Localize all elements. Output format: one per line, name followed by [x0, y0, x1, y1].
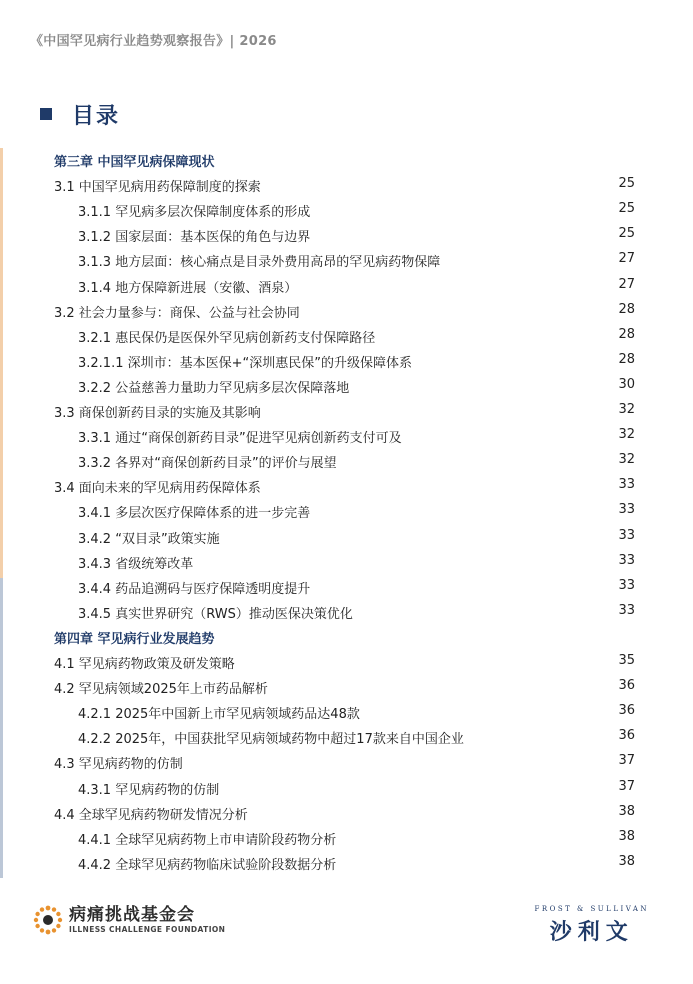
- toc-page-number: 33: [618, 502, 635, 518]
- toc-page-number: 33: [618, 552, 635, 568]
- toc-entry[interactable]: [0, 248, 693, 273]
- toc-entry[interactable]: [0, 575, 693, 600]
- toc-page-number: 30: [618, 376, 635, 392]
- toc-page-number: 25: [618, 201, 635, 217]
- toc-entry[interactable]: [0, 499, 693, 524]
- toc-page-number: 25: [618, 176, 635, 192]
- toc-entry-label: 4.4 全球罕见病药物研发情况分析: [54, 807, 248, 823]
- toc-entry[interactable]: [0, 725, 693, 750]
- foundation-name-cn: 病痛挑战基金会: [69, 904, 195, 925]
- toc-entry[interactable]: [0, 851, 693, 876]
- toc-page-number: 32: [618, 402, 635, 417]
- toc-entry[interactable]: [0, 374, 693, 399]
- toc-entry[interactable]: [0, 675, 693, 700]
- toc-entry-label: 4.2.1 2025年中国新上市罕见病领域药品达48款: [78, 707, 360, 723]
- toc-entry-label: 第四章 罕见病行业发展趋势: [54, 631, 215, 647]
- toc-page-number: 32: [618, 427, 635, 443]
- toc-page-number: 28: [618, 351, 635, 367]
- toc-page-number: 27: [618, 276, 635, 292]
- toc-entry-label: 3.2.2 公益慈善力量助力罕见病多层次保障落地: [78, 380, 350, 396]
- toc-entry[interactable]: [0, 449, 693, 474]
- toc-entry[interactable]: [0, 776, 693, 801]
- toc-entry-label: 3.1.3 地方层面：核心痛点是目录外费用高昂的罕见病药物保障: [78, 255, 441, 271]
- toc-page-number: 27: [618, 251, 635, 267]
- toc-entry[interactable]: [0, 349, 693, 374]
- frost-sullivan-cn: 沙利文: [549, 920, 634, 945]
- toc-entry[interactable]: [0, 600, 693, 625]
- toc-entry-label: 3.3.1 通过“商保创新药目录”促进罕见病创新药支付可及: [78, 431, 402, 447]
- toc-page-number: 33: [618, 527, 635, 543]
- toc-entry-label: 4.3.1 罕见病药物的仿制: [78, 782, 220, 798]
- toc-entry[interactable]: [0, 801, 693, 826]
- foundation-logo-icon: [33, 905, 63, 935]
- illness-challenge-logo: [33, 905, 225, 935]
- toc-page-number: 35: [618, 653, 635, 668]
- toc-entry[interactable]: [0, 173, 693, 198]
- toc-entry-label: 4.4.1 全球罕见病药物上市申请阶段药物分析: [78, 832, 337, 848]
- report-header: 《中国罕见病行业趋势观察报告》| 2026: [30, 34, 277, 49]
- toc-entry[interactable]: [0, 274, 693, 299]
- toc-page-number: 25: [618, 226, 635, 242]
- toc-entry[interactable]: [0, 324, 693, 349]
- toc-page-number: 37: [618, 753, 635, 769]
- toc-page-number: 33: [618, 602, 635, 618]
- toc-page-number: 28: [618, 326, 635, 342]
- toc-page-number: 38: [618, 828, 635, 844]
- toc-entry[interactable]: [0, 525, 693, 550]
- toc-entry-label: 3.4.4 药品追溯码与医疗保障透明度提升: [78, 581, 311, 597]
- toc-entry-label: 3.1.2 国家层面：基本医保的角色与边界: [78, 230, 311, 246]
- toc-entry[interactable]: [0, 399, 693, 424]
- toc-entry-label: 4.3 罕见病药物的仿制: [54, 757, 183, 773]
- toc-entry-label: 4.1 罕见病药物政策及研发策略: [54, 657, 235, 672]
- toc-entry-label: 3.2 社会力量参与：商保、公益与社会协同: [54, 305, 300, 321]
- toc-entry[interactable]: [0, 650, 693, 675]
- toc-entry[interactable]: [0, 750, 693, 775]
- toc-page-number: 36: [618, 678, 635, 694]
- toc-entry-label: 3.3 商保创新药目录的实施及其影响: [54, 406, 261, 421]
- toc-page-number: 32: [618, 452, 635, 468]
- toc-entry-label: 3.4.5 真实世界研究（RWS）推动医保决策优化: [78, 606, 353, 622]
- toc-title-row: [40, 100, 120, 128]
- title-square-icon: [40, 108, 52, 120]
- toc-entry-label: 3.1.1 罕见病多层次保障制度体系的形成: [78, 205, 311, 221]
- toc-entry[interactable]: [0, 299, 693, 324]
- frost-sullivan-logo: [534, 905, 649, 946]
- toc-entry[interactable]: [0, 198, 693, 223]
- toc-entry-label: 第三章 中国罕见病保障现状: [54, 155, 215, 170]
- toc-entry-label: 3.1.4 地方保障新进展（安徽、酒泉）: [78, 280, 298, 296]
- toc-entry-label: 3.2.1 惠民保仍是医保外罕见病创新药支付保障路径: [78, 330, 376, 346]
- frost-sullivan-en: FROST & SULLIVAN: [534, 905, 649, 913]
- toc-page-number: 36: [618, 728, 635, 744]
- page-title: 目录: [72, 103, 121, 129]
- toc-page-number: 33: [618, 477, 635, 493]
- toc-page-number: 38: [618, 853, 635, 869]
- toc-entry-label: 3.4 面向未来的罕见病用药保障体系: [54, 481, 261, 497]
- toc-entry[interactable]: [0, 424, 693, 449]
- toc-entry-label: 3.1 中国罕见病用药保障制度的探索: [54, 180, 261, 196]
- toc-page-number: 37: [618, 778, 635, 794]
- toc-entry[interactable]: [0, 474, 693, 499]
- toc-entry-label: 4.4.2 全球罕见病药物临床试验阶段数据分析: [78, 857, 337, 873]
- toc-entry-label: 3.3.2 各界对“商保创新药目录”的评价与展望: [78, 456, 337, 472]
- toc-entry-label: 3.4.3 省级统筹改革: [78, 556, 194, 572]
- toc-entry-label: 4.2.2 2025年，中国获批罕见病领域药物中超过17款来自中国企业: [78, 732, 464, 748]
- toc-entry-label: 3.4.1 多层次医疗保障体系的进一步完善: [78, 506, 311, 522]
- toc-page-number: 38: [618, 803, 635, 819]
- toc-entry[interactable]: [0, 550, 693, 575]
- toc-entry-label: 3.2.1.1 深圳市：基本医保+“深圳惠民保”的升级保障体系: [78, 355, 412, 371]
- toc-page-number: 33: [618, 577, 635, 593]
- toc-entry-label: 4.2 罕见病领域2025年上市药品解析: [54, 682, 268, 698]
- toc-entry-label: 3.4.2 “双目录”政策实施: [78, 531, 220, 547]
- toc-entry[interactable]: [0, 826, 693, 851]
- toc-page-number: 28: [618, 301, 635, 317]
- foundation-name-en: ILLNESS CHALLENGE FOUNDATION: [69, 924, 226, 934]
- toc-entry[interactable]: [0, 700, 693, 725]
- toc-entry[interactable]: [0, 223, 693, 248]
- toc-page-number: 36: [618, 703, 635, 719]
- foundation-name: [69, 906, 225, 935]
- toc-chapter-heading: [0, 625, 693, 650]
- toc-chapter-heading: [0, 148, 693, 173]
